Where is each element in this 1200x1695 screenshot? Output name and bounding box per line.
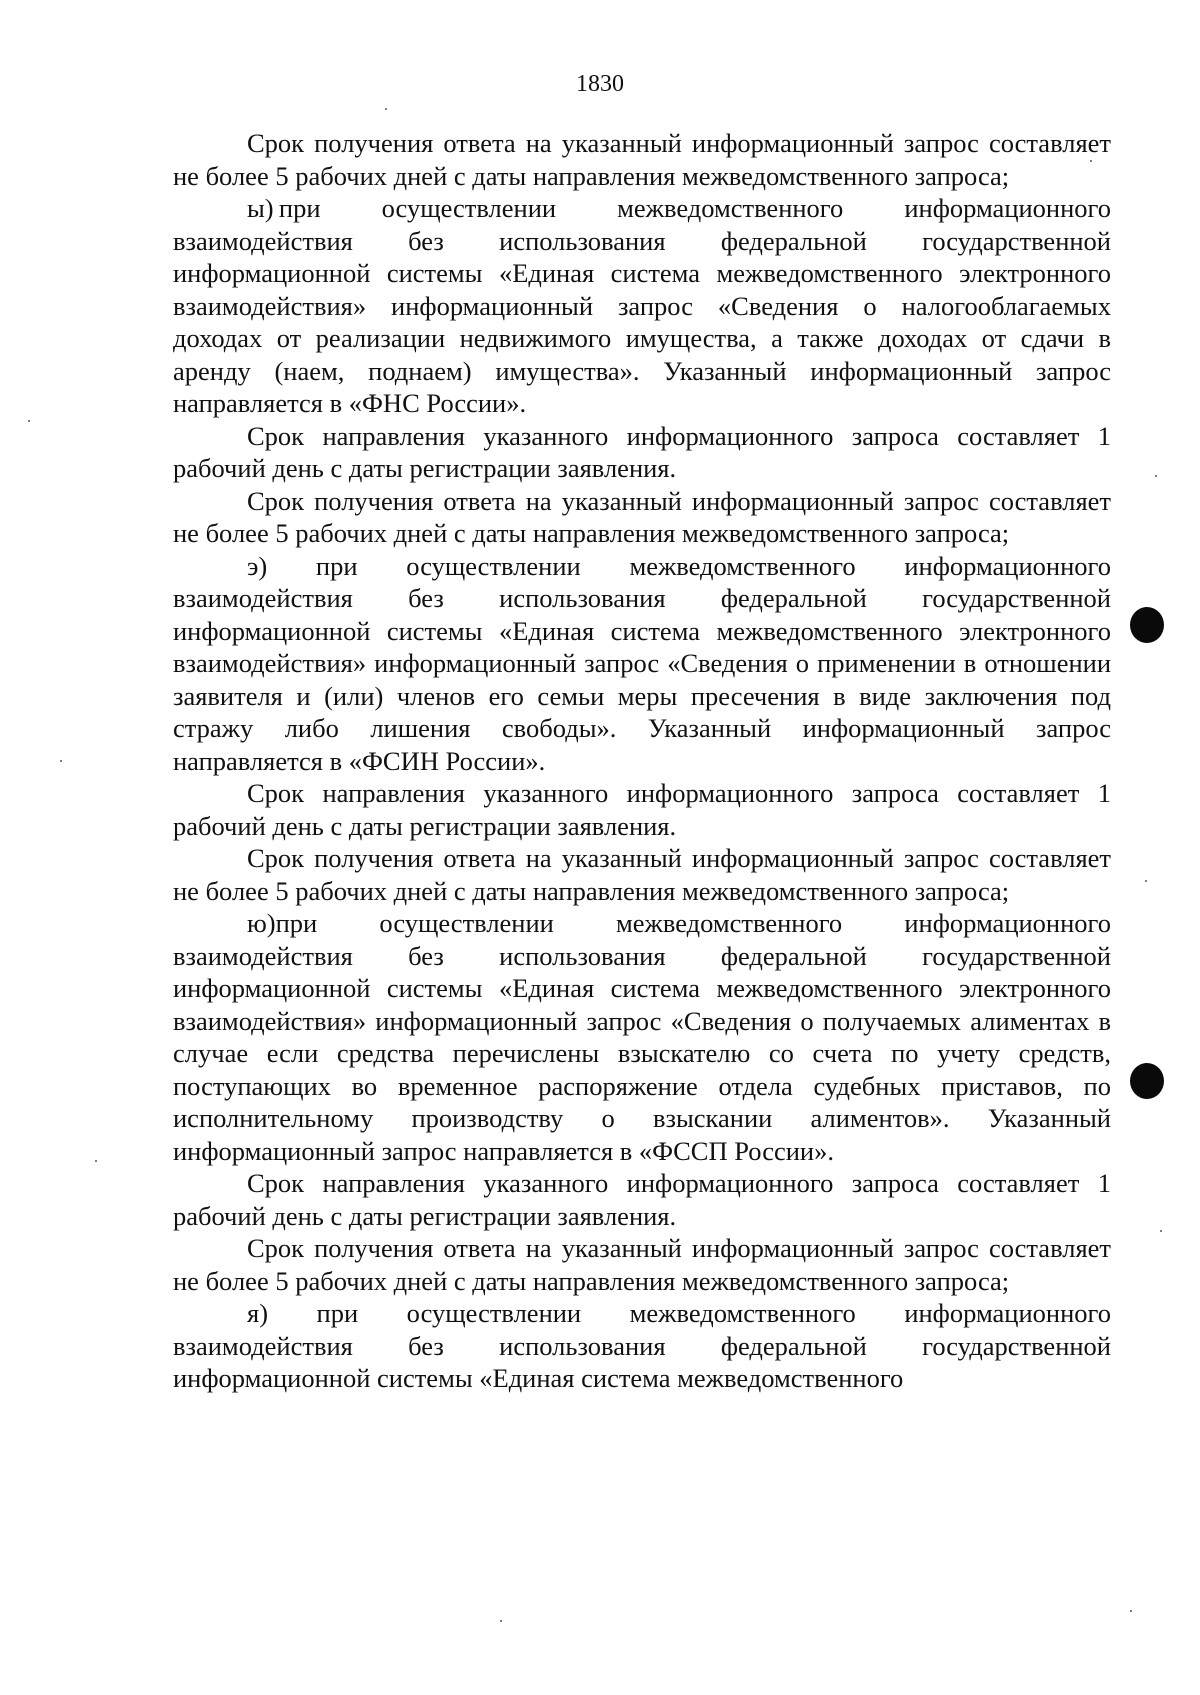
paragraph-deadline-response: Срок получения ответа на указанный информационный запрос составляет не более 5 рабочих дней с даты направления межведомственного запроса; [173,1233,1111,1296]
paragraph-deadline-response: Срок получения ответа на указанный информационный запрос составляет не более 5 рабочих дней с даты направления межведомственного запроса; [173,485,1111,548]
paragraph-deadline-response: Срок получения ответа на указанный информационный запрос составляет не более 5 рабочих дней с даты направления межведомственного запроса; [173,128,1111,191]
scan-speck [1145,880,1147,882]
punch-hole-mark [1130,1063,1164,1099]
paragraph-deadline-send: Срок направления указанного информационного запроса составляет 1 рабочий день с даты регистрации заявления. [173,420,1111,483]
scan-speck [28,420,30,422]
scan-speck [500,1620,502,1622]
scan-speck [1090,160,1092,162]
paragraph-item-yu-fssp: ю)при осуществлении межведомственного информационного взаимодействия без использования федеральной государственной информационной системы «Единая система межведомственного электронного взаимодействия» информационный запрос «Сведения о получаемых алиментах в случае если средства перечислены взыскателю со счета по учету средств, поступающих во временное распоряжение отдела судебных приставов, по исполнительному производству о взыскании алиментов». Указанный информационный запрос направляется в «ФССП России». [173,908,1111,1166]
paragraph-deadline-response: Срок получения ответа на указанный информационный запрос составляет не более 5 рабочих дней с даты направления межведомственного запроса; [173,843,1111,906]
scan-speck [60,760,62,762]
paragraph-deadline-send: Срок направления указанного информационного запроса составляет 1 рабочий день с даты регистрации заявления. [173,1168,1111,1231]
punch-hole-mark [1130,607,1164,643]
scan-speck [385,108,387,110]
page-number: 1830 [576,71,624,97]
scan-speck [1155,475,1157,477]
paragraph-item-ya: я) при осуществлении межведомственного информационного взаимодействия без использования федеральной государственной информационной системы «Единая система межведомственного [173,1298,1111,1393]
scan-speck [95,1160,97,1162]
paragraph-deadline-send: Срок направления указанного информационного запроса составляет 1 рабочий день с даты регистрации заявления. [173,778,1111,841]
paragraph-item-y-fns: ы) при осуществлении межведомственного информационного взаимодействия без использования федеральной государственной информационной системы «Единая система межведомственного электронного взаимодействия» информационный запрос «Сведения о налогооблагаемых доходах от реализации недвижимого имущества, а также доходах от сдачи в аренду (наем, поднаем) имущества». Указанный информационный запрос направляется в «ФНС России». [173,193,1111,418]
paragraph-item-e-fsin: э) при осуществлении межведомственного информационного взаимодействия без использования федеральной государственной информационной системы «Единая система межведомственного электронного взаимодействия» информационный запрос «Сведения о применении в отношении заявителя и (или) членов его семьи меры пресечения в виде заключения под стражу либо лишения свободы». Указанный информационный запрос направляется в «ФСИН России». [173,550,1111,776]
scan-speck [1130,1610,1132,1612]
scan-speck [1160,1230,1162,1232]
document-body [173,127,1111,1395]
